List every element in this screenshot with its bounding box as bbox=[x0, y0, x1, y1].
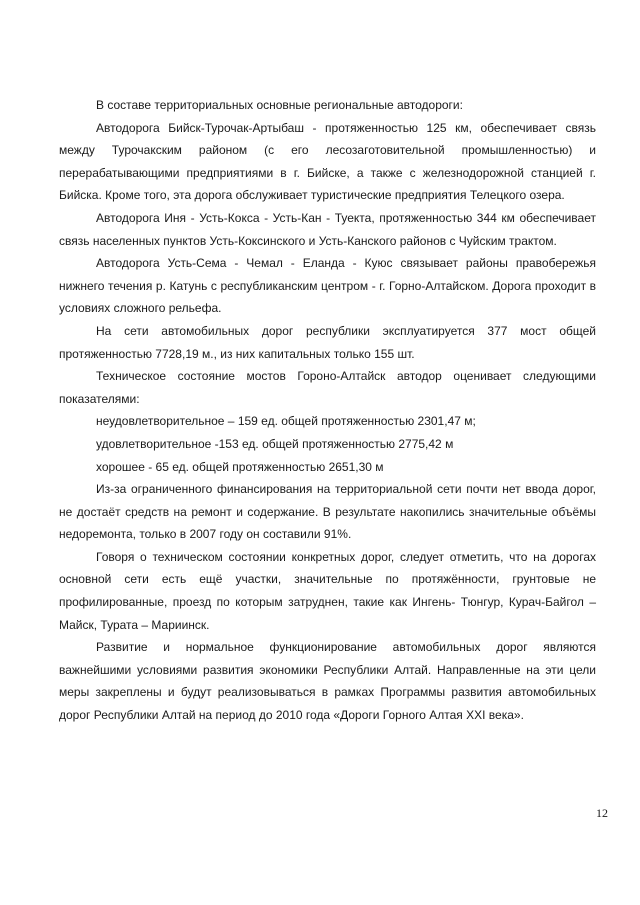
page-number: 12 bbox=[596, 806, 608, 820]
list-item-good: хорошее - 65 ед. общей протяженностью 2651,30 м bbox=[96, 459, 384, 474]
list-item-unsatisfactory: неудовлетворительное – 159 ед. общей протяженностью 2301,47 м; bbox=[96, 414, 476, 429]
development-paragraph: Развитие и нормальное функционирование автомобильных дорог являются важнейшими условиями развития экономики Республики Алтай. Направленные на эти цели меры закреплены и будут реализовываться в рамках Программы развития автомобильных дорог Республики Алтай на период до 2010 года «Дороги Горного Алтая XXI века». bbox=[59, 640, 596, 723]
road-ust-sema-paragraph: Автодорога Усть-Сема - Чемал - Еланда - Куюс связывает районы правобережья нижнего течения р. Катунь с республиканским центром - г. Горно-Алтайском. Дорога проходит в условиях сложного рельефа. bbox=[59, 256, 596, 316]
road-inya-paragraph: Автодорога Иня - Усть-Кокса - Усть-Кан - Туекта, протяженностью 344 км обеспечивает связь населенных пунктов Усть-Коксинского и Усть-Канского районов с Чуйским трактом. bbox=[59, 210, 596, 248]
document-body bbox=[59, 94, 596, 727]
technical-state-paragraph: Говоря о техническом состоянии конкретных дорог, следует отметить, что на дорогах основной сети есть ещё участки, значительные по протяжённости, грунтовые не профилированные, проезд по которым затруднен, такие как Ингень- Тюнгур, Курач-Байгол – Майск, Турата – Мариинск. bbox=[59, 549, 596, 632]
bridge-condition-paragraph: Техническое состояние мостов Гороно-Алтайск автодор оценивает следующими показателями: bbox=[59, 369, 596, 406]
bridges-paragraph: На сети автомобильных дорог республики эксплуатируется 377 мост общей протяженностью 7728,19 м., из них капитальных только 155 шт. bbox=[59, 323, 596, 361]
funding-paragraph: Из-за ограниченного финансирования на территориальной сети почти нет ввода дорог, не достаёт средств на ремонт и содержание. В результате накопились значительные объёмы недоремонта, только в 2007 году он составили 91%. bbox=[59, 482, 596, 542]
intro-paragraph: В составе территориальных основные региональные автодороги: bbox=[96, 98, 463, 112]
list-item-satisfactory: удовлетворительное -153 ед. общей протяженностью 2775,42 м bbox=[96, 436, 454, 451]
road-biysk-paragraph: Автодорога Бийск-Турочак-Артыбаш - протяженностью 125 км, обеспечивает связь между Турочакским районом (с его лесозаготовительной промышленностью) и перерабатывающими предприятиями в г. Бийске, а также с железнодорожной станцией г. Бийска. Кроме того, эта дорога обслуживает туристические предприятия Телецкого озера. bbox=[59, 120, 596, 203]
